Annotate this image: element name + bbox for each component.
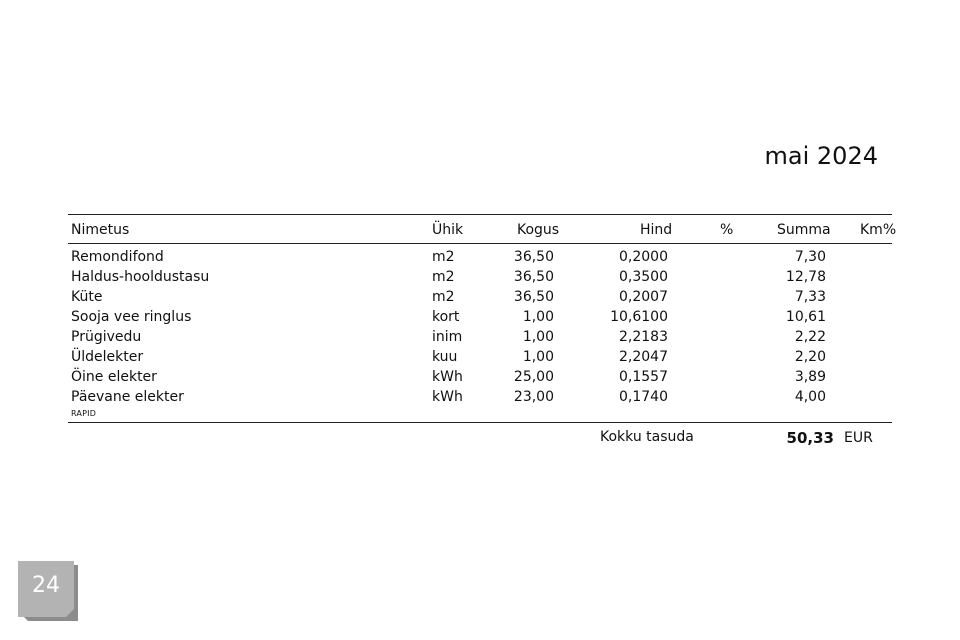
- row-unit: m2: [432, 249, 455, 265]
- table-note: [68, 408, 892, 422]
- table-row: [68, 288, 892, 308]
- header-price: Hind: [640, 222, 673, 238]
- row-quantity: 1,00: [522, 309, 554, 325]
- row-price: 0,3500: [619, 269, 668, 285]
- row-name: Päevane elekter: [71, 389, 184, 405]
- row-name: Haldus-hooldustasu: [71, 269, 210, 285]
- total-label: Kokku tasuda: [600, 429, 694, 445]
- row-quantity: 36,50: [513, 289, 554, 305]
- row-quantity: 25,00: [513, 369, 554, 385]
- table-body: [68, 244, 892, 422]
- header-unit: Ühik: [432, 222, 464, 238]
- row-quantity: 1,00: [522, 329, 554, 345]
- page-number: 24: [32, 572, 60, 598]
- row-quantity: 23,00: [513, 389, 554, 405]
- row-price: 0,1740: [619, 389, 668, 405]
- row-quantity: 36,50: [513, 249, 554, 265]
- header-name: Nimetus: [71, 222, 130, 238]
- table-row: [68, 328, 892, 348]
- row-quantity: 36,50: [513, 269, 554, 285]
- header-sum: Summa: [777, 222, 831, 238]
- table-row: [68, 388, 892, 408]
- row-unit: kort: [432, 309, 460, 325]
- table-header-row: [68, 215, 897, 243]
- row-name: Prügivedu: [71, 329, 142, 345]
- row-unit: m2: [432, 289, 455, 305]
- row-sum: 12,78: [785, 269, 826, 285]
- total-amount: 50,33: [786, 429, 834, 447]
- row-unit: kuu: [432, 349, 458, 365]
- row-name: Remondifond: [71, 249, 164, 265]
- row-unit: inim: [432, 329, 463, 345]
- table-row: [68, 268, 892, 288]
- total-currency: EUR: [844, 430, 873, 446]
- header-quantity: Kogus: [517, 222, 560, 238]
- row-price: 2,2183: [619, 329, 668, 345]
- row-sum: 4,00: [794, 389, 826, 405]
- table-row: [68, 348, 892, 368]
- table-row: [68, 248, 892, 268]
- header-percent: %: [720, 222, 734, 238]
- row-sum: 2,20: [794, 349, 826, 365]
- row-sum: 10,61: [785, 309, 826, 325]
- row-name: Sooja vee ringlus: [71, 309, 192, 325]
- row-sum: 7,33: [794, 289, 826, 305]
- row-quantity: 1,00: [522, 349, 554, 365]
- page-number-badge: [18, 561, 76, 619]
- period-title: mai 2024: [764, 142, 878, 170]
- row-name: Öine elekter: [71, 369, 157, 385]
- header-km: Km%: [860, 222, 897, 238]
- row-unit: kWh: [432, 389, 463, 405]
- row-sum: 2,22: [794, 329, 826, 345]
- row-price: 0,2000: [619, 249, 668, 265]
- row-name: Küte: [71, 289, 103, 305]
- total-row: [68, 423, 892, 447]
- row-unit: kWh: [432, 369, 463, 385]
- table-row: [68, 368, 892, 388]
- row-sum: 3,89: [794, 369, 826, 385]
- row-sum: 7,30: [794, 249, 826, 265]
- row-price: 10,6100: [610, 309, 668, 325]
- note-text: RAPID: [71, 409, 97, 418]
- row-price: 0,1557: [619, 369, 668, 385]
- row-price: 2,2047: [619, 349, 668, 365]
- invoice-table: [68, 214, 897, 447]
- row-name: Üldelekter: [71, 349, 144, 365]
- row-unit: m2: [432, 269, 455, 285]
- row-price: 0,2007: [619, 289, 668, 305]
- table-row: [68, 308, 892, 328]
